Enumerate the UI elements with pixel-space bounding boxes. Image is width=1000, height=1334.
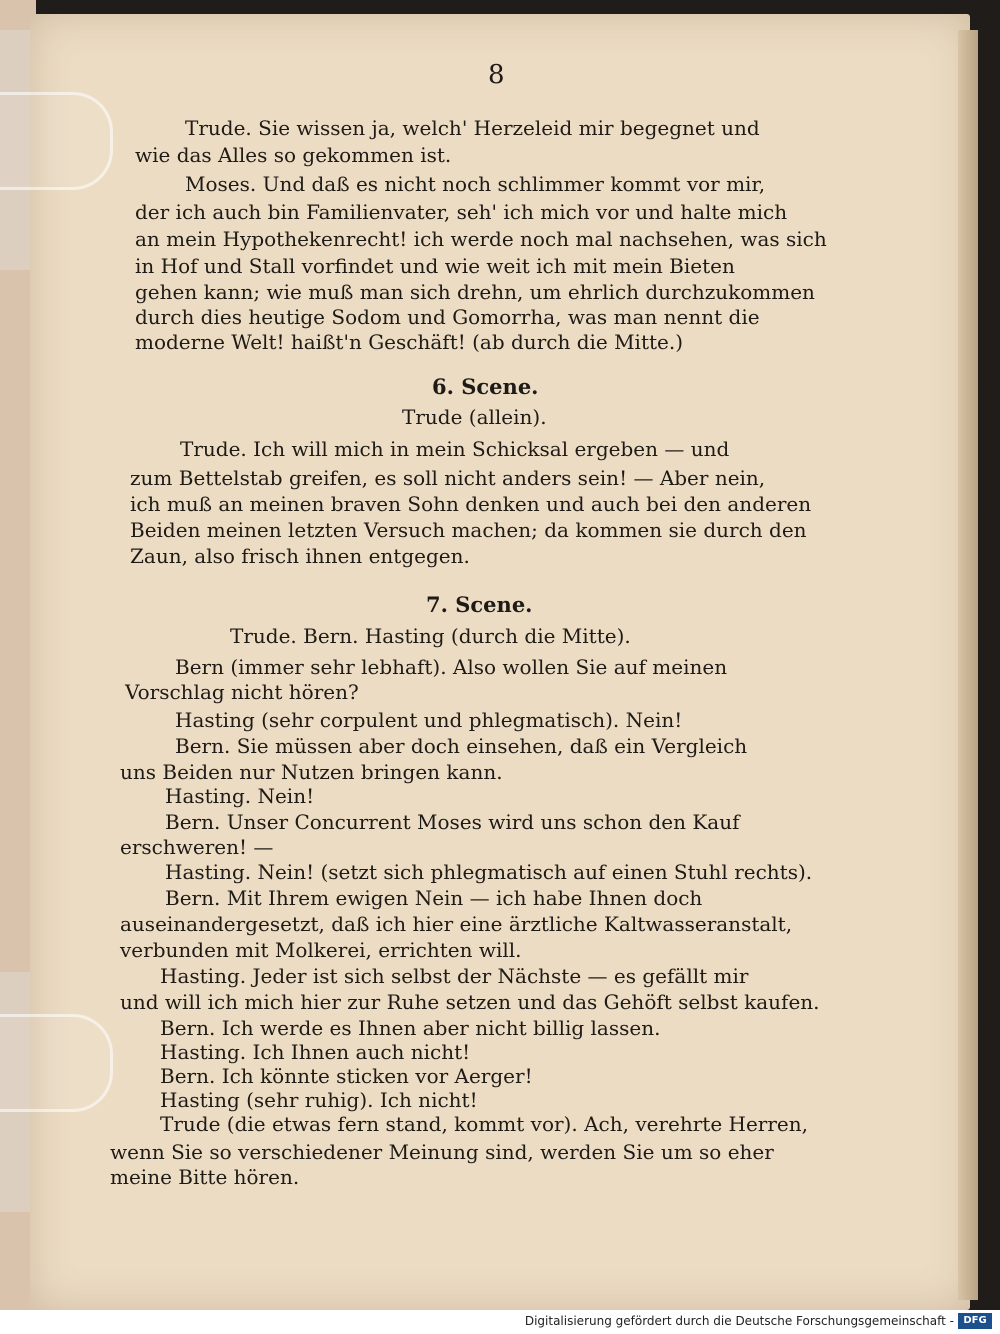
text-line: Trude. Sie wissen ja, welch' Herzeleid mir begegnet und	[185, 116, 760, 140]
text-line: Bern. Sie müssen aber doch einsehen, daß ein Vergleich	[175, 734, 748, 758]
text-line: uns Beiden nur Nutzen bringen kann.	[120, 760, 503, 784]
page-number: 8	[488, 60, 505, 90]
text-line: Zaun, also frisch ihnen entgegen.	[130, 544, 470, 568]
scene-6-cast: Trude (allein).	[402, 405, 547, 429]
text-line: zum Bettelstab greifen, es soll nicht anders sein! — Aber nein,	[130, 466, 766, 490]
text-line: Hasting (sehr ruhig). Ich nicht!	[160, 1088, 478, 1112]
plastic-clip-top	[0, 92, 113, 190]
text-line: wenn Sie so verschiedener Meinung sind, werden Sie um so eher	[110, 1140, 774, 1164]
text-line: durch dies heutige Sodom und Gomorrha, was man nennt die	[135, 305, 760, 329]
text-line: der ich auch bin Familienvater, seh' ich mich vor und halte mich	[135, 200, 788, 224]
scene-7-cast: Trude. Bern. Hasting (durch die Mitte).	[230, 624, 631, 648]
text-line: Bern. Mit Ihrem ewigen Nein — ich habe Ihnen doch	[165, 886, 703, 910]
text-line: Hasting. Jeder ist sich selbst der Nächste — es gefällt mir	[160, 964, 749, 988]
text-line: wie das Alles so gekommen ist.	[135, 143, 452, 167]
text-line: verbunden mit Molkerei, errichten will.	[120, 938, 522, 962]
text-line: meine Bitte hören.	[110, 1165, 300, 1189]
text-line: ich muß an meinen braven Sohn denken und auch bei den anderen	[130, 492, 812, 516]
text-line: und will ich mich hier zur Ruhe setzen und das Gehöft selbst kaufen.	[120, 990, 820, 1014]
text-line: auseinandergesetzt, daß ich hier eine ärztliche Kaltwasseranstalt,	[120, 912, 793, 936]
text-line: Hasting. Nein! (setzt sich phlegmatisch auf einen Stuhl rechts).	[165, 860, 813, 884]
text-line: Trude (die etwas fern stand, kommt vor). Ach, verehrte Herren,	[160, 1112, 808, 1136]
page-edge	[958, 30, 978, 1300]
text-line: Hasting (sehr corpulent und phlegmatisch). Nein!	[175, 708, 683, 732]
funding-credit: Digitalisierung gefördert durch die Deutsche Forschungsgemeinschaft -	[524, 1314, 954, 1328]
text-line: Hasting. Ich Ihnen auch nicht!	[160, 1040, 471, 1064]
text-line: Bern. Unser Concurrent Moses wird uns schon den Kauf	[165, 810, 740, 834]
dfg-logo: DFG	[958, 1313, 992, 1329]
text-line: Bern. Ich könnte sticken vor Aerger!	[160, 1064, 533, 1088]
scene-7-heading: 7. Scene.	[426, 592, 533, 617]
scene-6-heading: 6. Scene.	[432, 374, 539, 399]
text-line: gehen kann; wie muß man sich drehn, um ehrlich durchzukommen	[135, 280, 815, 304]
text-line: Vorschlag nicht hören?	[125, 680, 359, 704]
text-line: Trude. Ich will mich in mein Schicksal ergeben — und	[180, 437, 730, 461]
text-line: Moses. Und daß es nicht noch schlimmer kommt vor mir,	[185, 172, 766, 196]
text-line: moderne Welt! haißt'n Geschäft! (ab durch die Mitte.)	[135, 330, 684, 354]
text-line: Bern (immer sehr lebhaft). Also wollen Sie auf meinen	[175, 655, 728, 679]
text-line: Hasting. Nein!	[165, 784, 315, 808]
text-line: an mein Hypothekenrecht! ich werde noch mal nachsehen, was sich	[135, 227, 827, 251]
plastic-clip-bottom	[0, 1014, 113, 1112]
text-line: in Hof und Stall vorfindet und wie weit ich mit mein Bieten	[135, 254, 735, 278]
footer-bar	[0, 1310, 1000, 1334]
text-line: Beiden meinen letzten Versuch machen; da kommen sie durch den	[130, 518, 807, 542]
text-line: Bern. Ich werde es Ihnen aber nicht billig lassen.	[160, 1016, 661, 1040]
text-line: erschweren! —	[120, 835, 274, 859]
